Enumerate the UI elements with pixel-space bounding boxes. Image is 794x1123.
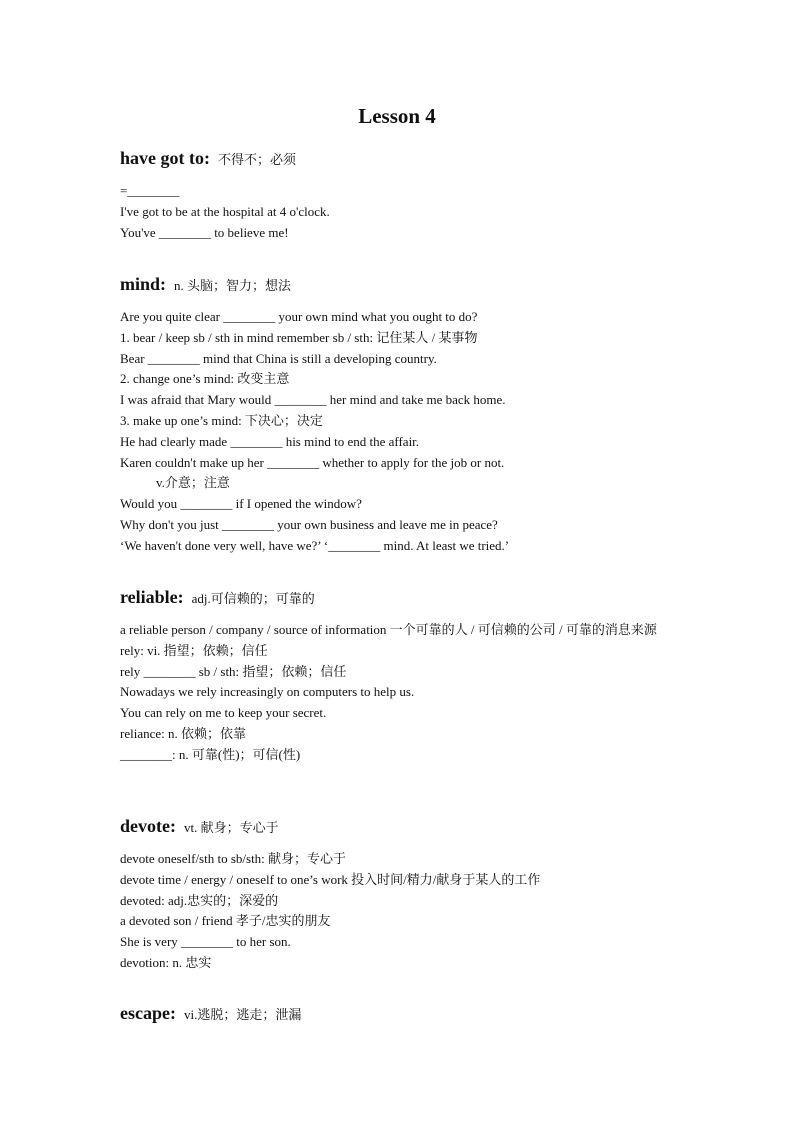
entry-term: reliable: <box>120 587 184 607</box>
entry-line: Why don't you just ________ your own business and leave me in peace? <box>120 516 498 532</box>
entry-line: He had clearly made ________ his mind to end the affair. <box>120 433 420 449</box>
page-title: Lesson 4 <box>358 104 436 128</box>
entry-escape <box>120 1002 720 1026</box>
entry-line: a reliable person / company / source of information 一个可靠的人 / 可信赖的公司 / 可靠的消息来源 <box>120 622 657 637</box>
entry-line: =________ <box>120 183 180 198</box>
entry-line: devoted: adj.忠实的；深爱的 <box>120 892 279 908</box>
entry-line: devote time / energy / oneself to one’s work 投入时间/精力/献身于某人的工作 <box>120 871 541 887</box>
entry-gloss: adj.可信赖的；可靠的 <box>191 591 315 606</box>
entry-line: 3. make up one’s mind: 下决心；决定 <box>120 412 323 428</box>
entry-line: You can rely on me to keep your secret. <box>120 705 327 721</box>
entry-term: devote: <box>120 816 176 836</box>
entry-line: I was afraid that Mary would ________ her mind and take me back home. <box>120 392 506 408</box>
entry-gloss: 不得不；必须 <box>217 152 296 167</box>
entry-term: escape: <box>120 1003 176 1023</box>
entry-line: rely: vi. 指望；依赖；信任 <box>120 642 268 658</box>
entry-line: ________: n. 可靠(性)；可信(性) <box>120 746 301 762</box>
entry-gloss: n. 头脑；智力；想法 <box>174 278 292 293</box>
entry-gloss: vt. 献身；专心于 <box>183 820 279 835</box>
entry-line: 1. bear / keep sb / sth in mind remember sb / sth: 记住某人 / 某事物 <box>120 329 478 345</box>
entry-line: Karen couldn't make up her ________ whether to apply for the job or not. <box>120 454 505 470</box>
entry-term: mind: <box>120 274 167 294</box>
entry-term: have got to: <box>120 148 210 168</box>
entry-line: ‘We haven't done very well, have we?’ ‘________ mind. At least we tried.’ <box>120 537 510 553</box>
entry-line: 2. change one’s mind: 改变主意 <box>120 371 290 387</box>
entry-heading <box>120 273 720 297</box>
entry-line: v.介意；注意 <box>156 475 230 491</box>
entry-heading <box>120 586 720 610</box>
entry-line: rely ________ sb / sth: 指望；依赖；信任 <box>120 663 347 679</box>
entry-line: Would you ________ if I opened the window? <box>120 496 362 512</box>
entry-line: devote oneself/sth to sb/sth: 献身；专心于 <box>120 851 347 866</box>
entry-have-got-to <box>120 147 720 243</box>
entry-line: Nowadays we rely increasingly on computers to help us. <box>120 684 415 700</box>
entry-line: Bear ________ mind that China is still a developing country. <box>120 350 437 366</box>
entry-line: devotion: n. 忠实 <box>120 954 212 970</box>
entry-line: She is very ________ to her son. <box>120 934 291 950</box>
entry-line: reliance: n. 依赖；依靠 <box>120 725 246 741</box>
entry-heading <box>120 815 720 839</box>
entry-line: a devoted son / friend 孝子/忠实的朋友 <box>120 913 331 929</box>
entry-line: You've ________ to believe me! <box>120 224 289 240</box>
entry-gloss: vi.逃脱；逃走；泄漏 <box>183 1007 302 1022</box>
entry-heading <box>120 147 720 171</box>
entry-mind <box>120 273 720 557</box>
entry-line: I've got to be at the hospital at 4 o'clock. <box>120 203 330 219</box>
entry-reliable <box>120 586 720 766</box>
entry-line: Are you quite clear ________ your own mind what you ought to do? <box>120 309 478 324</box>
entry-heading <box>120 1002 720 1026</box>
entry-devote <box>120 815 720 974</box>
